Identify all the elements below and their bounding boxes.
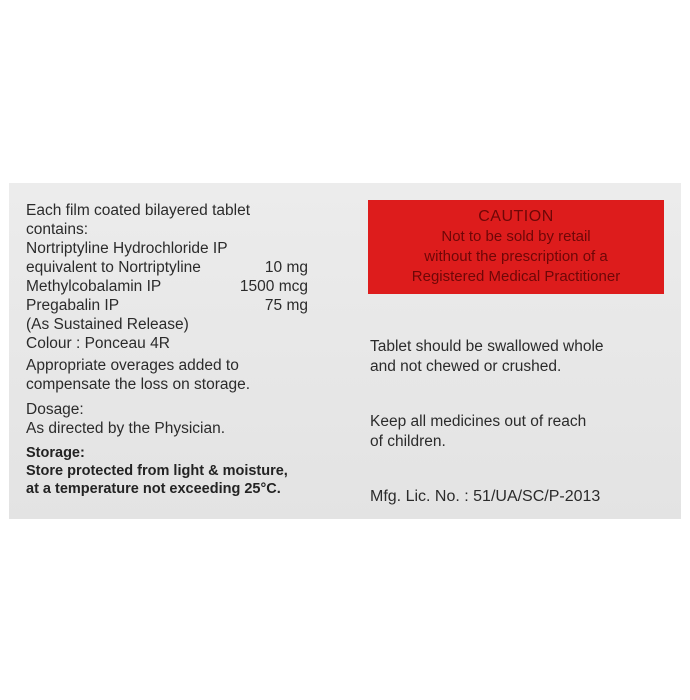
ingredient-nortriptyline-equivalent: equivalent to Nortriptyline: [26, 259, 201, 276]
ingredient-pregabalin-qty: 75 mg: [264, 297, 308, 314]
swallow-line2: and not chewed or crushed.: [370, 358, 562, 375]
colour-note: Colour : Ponceau 4R: [26, 335, 170, 352]
ingredient-nortriptyline-qty: 10 mg: [264, 259, 308, 276]
ingredient-pregabalin-row: [26, 296, 346, 315]
swallow-instruction: [370, 337, 604, 377]
caution-box: [368, 200, 664, 294]
storage-line2: at a temperature not exceeding 25°C.: [26, 481, 281, 497]
caution-line1: Not to be sold by retail: [441, 228, 591, 245]
ingredient-methylcobalamin-name: Methylcobalamin IP: [26, 278, 162, 295]
sustained-release-note: (As Sustained Release): [26, 316, 189, 333]
storage-line1: Store protected from light & moisture,: [26, 463, 288, 479]
composition-intro-line1: Each film coated bilayered tablet: [26, 202, 251, 219]
ingredient-nortriptyline-name: Nortriptyline Hydrochloride IP: [26, 240, 228, 257]
caution-line3: Registered Medical Practitioner: [411, 268, 621, 285]
swallow-line1: Tablet should be swallowed whole: [370, 338, 604, 355]
dosage-label: Dosage:: [26, 401, 84, 418]
keep-line1: Keep all medicines out of reach: [370, 413, 587, 430]
keep-out-of-reach-warning: [370, 412, 586, 452]
overages-line2: compensate the loss on storage.: [26, 376, 251, 393]
ingredient-nortriptyline-row: [26, 258, 346, 277]
composition-section: [26, 201, 346, 498]
keep-line2: of children.: [370, 433, 446, 450]
overages-line1: Appropriate overages added to: [26, 357, 239, 374]
mfg-license-number: Mfg. Lic. No. : 51/UA/SC/P-2013: [370, 488, 601, 505]
caution-line2: without the prescription of a: [424, 248, 608, 265]
ingredient-pregabalin-name: Pregabalin IP: [26, 297, 120, 314]
storage-label: Storage:: [26, 445, 85, 461]
composition-intro-line2: contains:: [26, 221, 89, 238]
ingredient-methylcobalamin-row: [26, 277, 346, 296]
caution-title: CAUTION: [478, 208, 554, 225]
dosage-text: As directed by the Physician.: [26, 420, 226, 437]
ingredient-methylcobalamin-qty: 1500 mcg: [239, 278, 308, 295]
